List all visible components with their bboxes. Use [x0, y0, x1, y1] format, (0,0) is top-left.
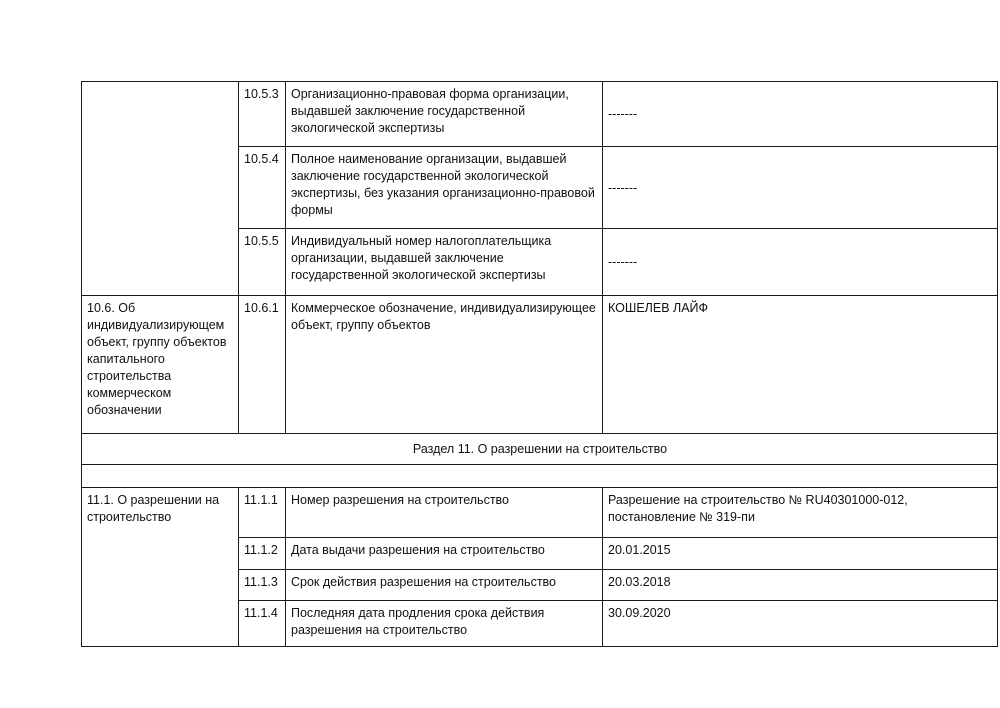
- row-value: КОШЕЛЕВ ЛАЙФ: [603, 296, 998, 434]
- row-description: Коммерческое обозначение, индивидуализирующее объект, группу объектов: [286, 296, 603, 434]
- row-description: Организационно-правовая форма организации, выдавшей заключение государственной экологической экспертизы: [286, 82, 603, 147]
- table-row: [82, 488, 998, 538]
- row-code: 11.1.3: [239, 570, 286, 601]
- row-value: -------: [603, 229, 998, 296]
- row-description: Индивидуальный номер налогоплательщика организации, выдавшей заключение государственной экологической экспертизы: [286, 229, 603, 296]
- row-code: 11.1.4: [239, 601, 286, 647]
- row-description: Номер разрешения на строительство: [286, 488, 603, 538]
- row-value: Разрешение на строительство № RU40301000-012, постановление № 319-пи: [603, 488, 998, 538]
- disclosure-table: [81, 81, 998, 647]
- row-value: 20.01.2015: [603, 538, 998, 570]
- spacer-cell: [82, 465, 998, 488]
- section-heading: 11.1. О разрешении на строительство: [82, 488, 239, 647]
- row-code: 10.5.4: [239, 147, 286, 229]
- section-title: Раздел 11. О разрешении на строительство: [82, 434, 998, 465]
- row-value: -------: [603, 82, 998, 147]
- table-row: [82, 82, 998, 147]
- table-row: [82, 296, 998, 434]
- row-code: 10.5.3: [239, 82, 286, 147]
- row-description: Последняя дата продления срока действия разрешения на строительство: [286, 601, 603, 647]
- spacer-row: [82, 465, 998, 488]
- row-value: 30.09.2020: [603, 601, 998, 647]
- row-description: Дата выдачи разрешения на строительство: [286, 538, 603, 570]
- row-value: -------: [603, 147, 998, 229]
- row-code: 10.5.5: [239, 229, 286, 296]
- row-code: 10.6.1: [239, 296, 286, 434]
- section-heading: 10.6. Об индивидуализирующем объект, группу объектов капитального строительства коммерческом обозначении: [82, 296, 239, 434]
- section-title-row: [82, 434, 998, 465]
- row-value: 20.03.2018: [603, 570, 998, 601]
- section-heading-cell: [82, 82, 239, 296]
- row-description: Полное наименование организации, выдавшей заключение государственной экологической экспертизы, без указания организационно-правовой формы: [286, 147, 603, 229]
- row-code: 11.1.2: [239, 538, 286, 570]
- row-code: 11.1.1: [239, 488, 286, 538]
- row-description: Срок действия разрешения на строительство: [286, 570, 603, 601]
